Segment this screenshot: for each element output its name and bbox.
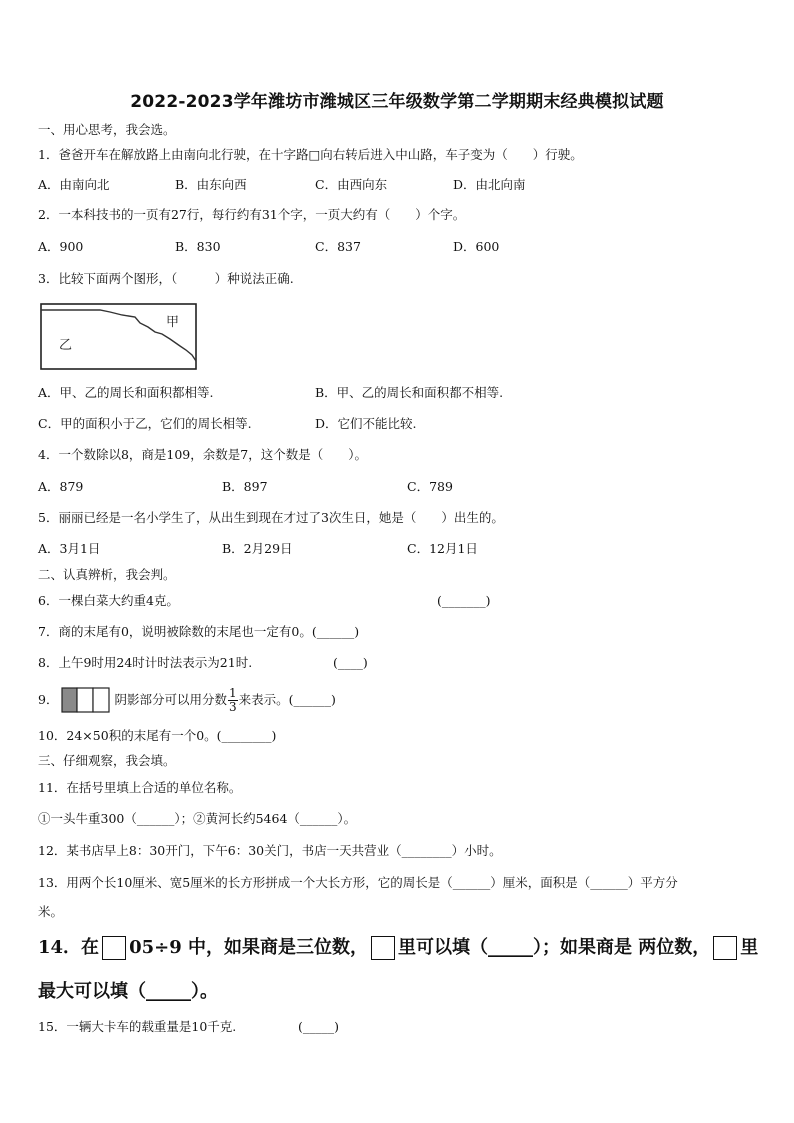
q4-option-a: A．879: [38, 479, 84, 494]
question-9: [38, 684, 336, 716]
q3-figure: [40, 303, 198, 371]
q3-label-yi: 乙: [59, 338, 73, 353]
q6-answer-blank: (_______): [437, 593, 491, 608]
q4-option-c: C．789: [407, 479, 453, 494]
q3-option-a: A．甲、乙的周长和面积都相等.: [38, 385, 214, 400]
q1-option-d: D．由北向南: [453, 177, 526, 192]
q9-shaded-part: [62, 688, 77, 712]
q9-part-3: [93, 688, 109, 712]
q2-option-b: B．830: [175, 239, 221, 254]
question-5-stem: 5．丽丽已经是一名小学生了，从出生到现在才过了3次生日，她是（ ）出生的。: [38, 510, 504, 525]
q9-number: 9．: [38, 692, 59, 707]
question-7-stem: 7．商的末尾有0，说明被除数的末尾也一定有0。(______): [38, 624, 360, 639]
section-heading-1: 一、用心思考，我会选。: [38, 122, 176, 137]
question-14-line-1: [38, 936, 758, 960]
q5-option-b: B．2月29日: [222, 541, 293, 556]
q14-part-3: 里可以填（_____）；如果商是 两位数，: [397, 937, 711, 958]
q9-text-before: 阴影部分可以用分数: [114, 692, 227, 707]
q14-part-1: 14．在: [38, 937, 100, 958]
question-2-stem: 2．一本科技书的一页有27行，每行约有31个字，一页大约有（ ）个字。: [38, 207, 466, 222]
q9-fraction: [228, 687, 238, 714]
q2-option-d: D．600: [453, 239, 500, 254]
q5-option-a: A．3月1日: [38, 541, 101, 556]
q1-option-a: A．由南向北: [38, 177, 110, 192]
q14-part-4: 里: [740, 937, 759, 958]
q1-option-b: B．由东向西: [175, 177, 247, 192]
q14-box-3: [713, 936, 737, 960]
question-10-stem: 10．24×50积的末尾有一个0。(________): [38, 728, 277, 743]
q9-shaded-bar-figure: [61, 687, 111, 713]
q9-text-after: 来表示。(______): [238, 692, 336, 707]
question-11-stem: 11．在括号里填上合适的单位名称。: [38, 780, 242, 795]
question-15-stem: 15．一辆大卡车的载重量是10千克.: [38, 1019, 237, 1034]
question-1-stem: 1．爸爸开车在解放路上由南向北行驶，在十字路□向右转后进入中山路，车子变为（ ）行驶。: [38, 147, 583, 162]
question-4-stem: 4．一个数除以8，商是109，余数是7，这个数是（ ）。: [38, 447, 367, 462]
q15-answer-blank: (_____): [298, 1019, 340, 1034]
q4-option-b: B．897: [222, 479, 268, 494]
q1-option-c: C．由西向东: [315, 177, 388, 192]
q3-option-c: C．甲的面积小于乙，它们的周长相等.: [38, 416, 252, 431]
section-heading-2: 二、认真辨析，我会判。: [38, 567, 176, 582]
q2-option-c: C．837: [315, 239, 361, 254]
question-14-line-2: 最大可以填（_____）。: [38, 981, 218, 1002]
q3-label-jia: 甲: [166, 315, 180, 330]
question-11-subparts: ①一头牛重300（______）；②黄河长约5464（______）。: [38, 811, 357, 826]
question-3-stem: 3．比较下面两个图形，（ ）种说法正确.: [38, 271, 294, 286]
q9-part-2: [77, 688, 93, 712]
q8-answer-blank: (____): [333, 655, 368, 670]
q3-option-b: B．甲、乙的周长和面积都不相等.: [315, 385, 504, 400]
question-13-line-2: 米。: [38, 904, 64, 919]
q14-part-2: 05÷9 中，如果商是三位数，: [129, 937, 368, 958]
page-title: 2022-2023学年潍坊市潍城区三年级数学第二学期期末经典模拟试题: [130, 92, 664, 112]
question-6-stem: 6．一棵白菜大约重4克。: [38, 593, 179, 608]
question-8-stem: 8．上午9时用24时计时法表示为21时.: [38, 655, 253, 670]
q2-option-a: A．900: [38, 239, 84, 254]
q3-option-d: D．它们不能比较.: [315, 416, 417, 431]
q9-fraction-numerator: 1: [228, 685, 237, 700]
q9-fraction-denominator: 3: [228, 699, 237, 714]
question-13-line-1: 13．用两个长10厘米、宽5厘米的长方形拼成一个大长方形，它的周长是（______）厘米，面积是（______）平方分: [38, 875, 678, 890]
q14-box-2: [371, 936, 395, 960]
question-12-stem: 12．某书店早上8：30开门，下午6：30关门，书店一天共营业（________）小时。: [38, 843, 502, 858]
q14-box-1: [102, 936, 126, 960]
section-heading-3: 三、仔细观察，我会填。: [38, 753, 176, 768]
q5-option-c: C．12月1日: [407, 541, 478, 556]
